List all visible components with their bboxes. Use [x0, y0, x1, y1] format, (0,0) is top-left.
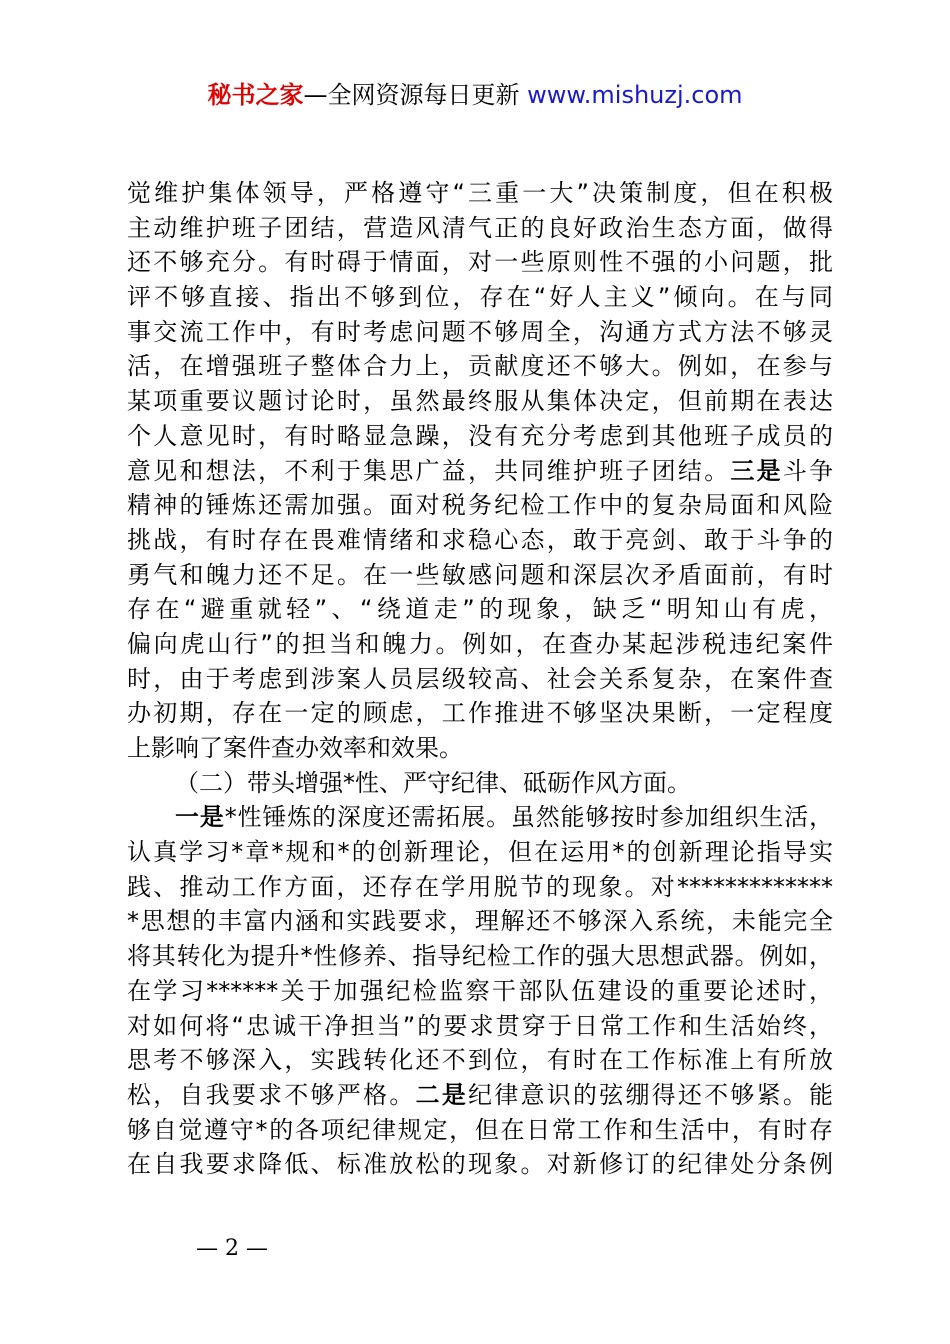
text-line: 将其转化为提升*性修养、指导纪检工作的强大思想武器。例如，: [127, 942, 833, 971]
text-line: 在学习******关于加强纪检监察干部队伍建设的重要论述时，: [127, 976, 833, 1005]
site-tagline: —全网资源每日更新: [303, 81, 520, 109]
text-line: 事交流工作中，有时考虑问题不够周全，沟通方式方法不够灵: [127, 317, 833, 346]
text-line: 对如何将“忠诚干净担当”的要求贯穿于日常工作和生活始终，: [127, 1011, 833, 1040]
text-line: 意见和想法，不利于集思广益，共同维护班子团结。三是斗争: [127, 456, 834, 485]
site-brand: 秘书之家: [207, 81, 304, 109]
text-line: 觉维护集体领导，严格遵守“三重一大”决策制度，但在积极: [127, 179, 833, 207]
text-line: 评不够直接、指出不够到位，存在“好人主义”倾向。在与同: [127, 283, 833, 312]
text-line: 践、推动工作方面，还存在学用脱节的现象。对*************: [127, 872, 833, 901]
text-line: 存在“避重就轻”、“绕道走”的现象，缺乏“明知山有虎，: [127, 595, 833, 624]
text-line: 活，在增强班子整体合力上，贡献度还不够大。例如，在参与: [127, 352, 833, 381]
text-line: 偏向虎山行”的担当和魄力。例如，在查办某起涉税违纪案件: [127, 629, 833, 658]
text-line: 在自我要求降低、标准放松的现象。对新修订的纪律处分条例: [127, 1150, 833, 1179]
text-line: 挑战，有时存在畏难情绪和求稳心态，敢于亮剑、敢于斗争的: [127, 525, 833, 554]
text-line: 认真学习*章*规和*的创新理论，但在运用*的创新理论指导实: [127, 838, 833, 867]
text-line: 还不够充分。有时碍于情面，对一些原则性不强的小问题，批: [127, 248, 833, 277]
text-line: 个人意见时，有时略显急躁，没有充分考虑到其他班子成员的: [127, 421, 833, 450]
text-line: 松，自我要求不够严格。二是纪律意识的弦绷得还不够紧。能: [127, 1080, 834, 1109]
bold-marker: 一是: [175, 803, 225, 832]
section-heading: （二）带头增强*性、严守纪律、砥砺作风方面。: [175, 768, 691, 797]
bold-marker: 二是: [415, 1080, 469, 1109]
text-line: 思考不够深入，实践转化还不到位，有时在工作标准上有所放: [127, 1046, 833, 1075]
text-line: 勇气和魄力还不足。在一些敏感问题和深层次矛盾面前，有时: [127, 560, 833, 589]
site-header: [0, 78, 950, 112]
text-line: 某项重要议题讨论时，虽然最终服从集体决定，但前期在表达: [127, 387, 833, 416]
text-line: 办初期，存在一定的顾虑，工作推进不够坚决果断，一定程度: [127, 699, 833, 728]
text-line: 时，由于考虑到涉案人员层级较高、社会关系复杂，在案件查: [127, 664, 833, 693]
page-number: — 2 —: [196, 1236, 268, 1261]
document-body: [127, 176, 833, 1182]
text-line: 一是*性锤炼的深度还需拓展。虽然能够按时参加组织生活，: [175, 803, 833, 832]
text-line: *思想的丰富内涵和实践要求，理解还不够深入系统，未能完全: [127, 907, 833, 936]
bold-marker: 三是: [730, 456, 783, 485]
site-url-link[interactable]: www.mishuzj.com: [527, 81, 743, 109]
text-line: 主动维护班子团结，营造风清气正的良好政治生态方面，做得: [127, 213, 833, 242]
text-line: 精神的锤炼还需加强。面对税务纪检工作中的复杂局面和风险: [127, 491, 833, 520]
text-line: 够自觉遵守*的各项纪律规定，但在日常工作和生活中，有时存: [127, 1115, 833, 1144]
text-line: 上影响了案件查办效率和效果。: [127, 734, 463, 762]
